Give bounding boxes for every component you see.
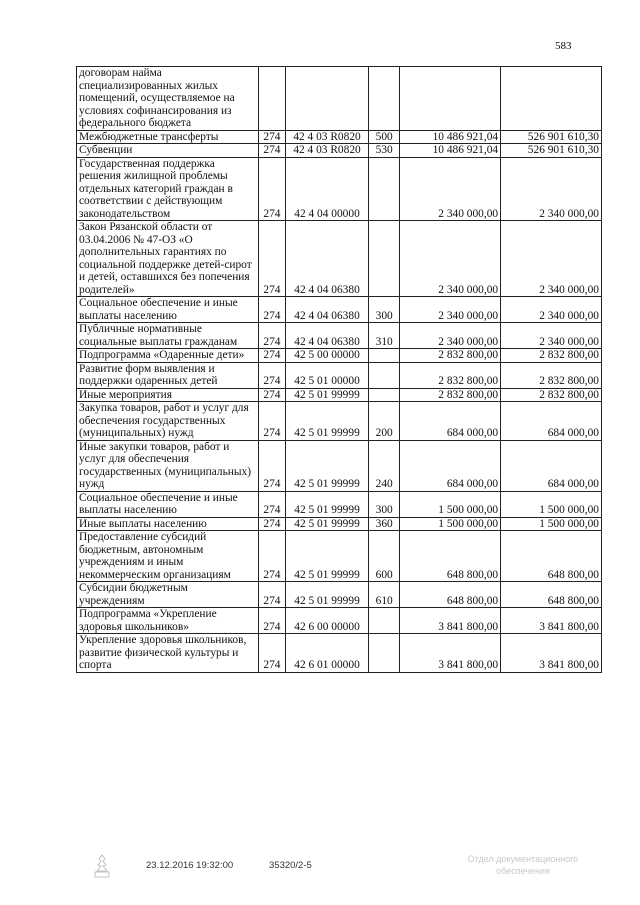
cell-amount1: 648 800,00: [400, 582, 501, 608]
cell-amount1: 648 800,00: [400, 531, 501, 582]
cell-name: Закупка товаров, работ и услуг для обеспечения государственных (муниципальных) нужд: [77, 402, 259, 441]
cell-code: 274: [258, 130, 285, 144]
cell-amount2: 3 841 800,00: [501, 608, 602, 634]
cell-amount1: 10 486 921,04: [400, 144, 501, 158]
cell-amount1: 2 340 000,00: [400, 221, 501, 297]
cell-vr: 530: [369, 144, 400, 158]
registration-stamp: [448, 853, 598, 877]
cell-code: 274: [258, 531, 285, 582]
cell-name: Социальное обеспечение и иные выплаты населению: [77, 491, 259, 517]
cell-amount2: 526 901 610,30: [501, 144, 602, 158]
cell-vr: [369, 362, 400, 388]
page-number: 583: [555, 40, 572, 52]
cell-name: Закон Рязанской области от 03.04.2006 № 47-ОЗ «О дополнительных гарантиях по социальной поддержке детей-сирот и детей, оставшихся без попечения родителей»: [77, 221, 259, 297]
cell-amount2: 2 832 800,00: [501, 362, 602, 388]
table-row: [77, 221, 602, 297]
cell-vr: 610: [369, 582, 400, 608]
stamp-line-1: Отдел документационного: [467, 854, 579, 864]
cell-code: 274: [258, 402, 285, 441]
cell-vr: 200: [369, 402, 400, 441]
cell-vr: [369, 608, 400, 634]
cell-amount2: 684 000,00: [501, 402, 602, 441]
cell-amount1: 2 340 000,00: [400, 157, 501, 221]
cell-name: Субвенции: [77, 144, 259, 158]
cell-amount2: 2 340 000,00: [501, 221, 602, 297]
cell-csr: 42 5 00 00000: [285, 349, 368, 363]
cell-code: 274: [258, 440, 285, 491]
cell-name: Государственная поддержка решения жилищной проблемы отдельных категорий граждан в соответствии с действующим законодательством: [77, 157, 259, 221]
cell-csr: 42 5 01 99999: [285, 440, 368, 491]
table-row: [77, 349, 602, 363]
cell-amount1: 2 340 000,00: [400, 297, 501, 323]
cell-amount1: 2 832 800,00: [400, 349, 501, 363]
cell-code: 274: [258, 517, 285, 531]
budget-table-body: [77, 67, 602, 673]
cell-amount2: 684 000,00: [501, 440, 602, 491]
cell-amount1: 2 832 800,00: [400, 388, 501, 402]
cell-name: Развитие форм выявления и поддержки одаренных детей: [77, 362, 259, 388]
cell-csr: 42 4 03 R0820: [285, 130, 368, 144]
cell-code: 274: [258, 157, 285, 221]
cell-name: Иные мероприятия: [77, 388, 259, 402]
table-row: [77, 582, 602, 608]
cell-vr: [369, 388, 400, 402]
table-row: [77, 440, 602, 491]
cell-name: Укрепление здоровья школьников, развитие физической культуры и спорта: [77, 634, 259, 673]
cell-name: Субсидии бюджетным учреждениям: [77, 582, 259, 608]
cell-amount2: 2 340 000,00: [501, 157, 602, 221]
table-row: [77, 388, 602, 402]
table-row: [77, 362, 602, 388]
cell-vr: 310: [369, 323, 400, 349]
table-row: [77, 491, 602, 517]
cell-csr: 42 6 00 00000: [285, 608, 368, 634]
cell-vr: 600: [369, 531, 400, 582]
cell-code: 274: [258, 634, 285, 673]
cell-vr: 300: [369, 491, 400, 517]
stamp-line-2: обеспечения: [496, 866, 550, 876]
cell-vr: 300: [369, 297, 400, 323]
cell-vr: [369, 349, 400, 363]
cell-amount1: 684 000,00: [400, 440, 501, 491]
cell-vr: 360: [369, 517, 400, 531]
cell-amount1: 2 832 800,00: [400, 362, 501, 388]
cell-code: 274: [258, 297, 285, 323]
cell-code: [258, 67, 285, 131]
cell-code: 274: [258, 362, 285, 388]
table-row: [77, 634, 602, 673]
cell-csr: 42 5 01 99999: [285, 491, 368, 517]
cell-amount2: 2 340 000,00: [501, 323, 602, 349]
cell-amount2: 2 340 000,00: [501, 297, 602, 323]
cell-csr: 42 4 04 06380: [285, 323, 368, 349]
footer-datetime: 23.12.2016 19:32:00: [146, 860, 234, 871]
table-row: [77, 144, 602, 158]
cell-amount2: 1 500 000,00: [501, 517, 602, 531]
cell-name: Иные закупки товаров, работ и услуг для обеспечения государственных (муниципальных) нужд: [77, 440, 259, 491]
coat-of-arms-icon: [92, 853, 112, 879]
cell-name: Иные выплаты населению: [77, 517, 259, 531]
cell-name: Подпрограмма «Укрепление здоровья школьников»: [77, 608, 259, 634]
cell-code: 274: [258, 608, 285, 634]
cell-amount2: 3 841 800,00: [501, 634, 602, 673]
cell-amount1: 684 000,00: [400, 402, 501, 441]
cell-name: Социальное обеспечение и иные выплаты населению: [77, 297, 259, 323]
cell-vr: [369, 157, 400, 221]
cell-name: договорам найма специализированных жилых помещений, осуществляемое на условиях софинансирования из федерального бюджета: [77, 67, 259, 131]
cell-csr: 42 5 01 99999: [285, 402, 368, 441]
cell-amount2: 2 832 800,00: [501, 349, 602, 363]
cell-amount1: 3 841 800,00: [400, 608, 501, 634]
cell-csr: 42 6 01 00000: [285, 634, 368, 673]
cell-csr: 42 5 01 99999: [285, 531, 368, 582]
cell-csr: 42 4 03 R0820: [285, 144, 368, 158]
cell-amount2: 648 800,00: [501, 531, 602, 582]
budget-table: [76, 66, 602, 673]
cell-vr: [369, 67, 400, 131]
cell-vr: 500: [369, 130, 400, 144]
cell-csr: 42 5 01 99999: [285, 582, 368, 608]
cell-code: 274: [258, 323, 285, 349]
cell-amount1: 10 486 921,04: [400, 130, 501, 144]
cell-name: Межбюджетные трансферты: [77, 130, 259, 144]
table-row: [77, 323, 602, 349]
cell-amount1: 1 500 000,00: [400, 517, 501, 531]
cell-vr: [369, 221, 400, 297]
cell-amount2: 648 800,00: [501, 582, 602, 608]
cell-code: 274: [258, 388, 285, 402]
cell-amount1: [400, 67, 501, 131]
cell-name: Публичные нормативные социальные выплаты гражданам: [77, 323, 259, 349]
cell-amount2: 2 832 800,00: [501, 388, 602, 402]
cell-amount2: 1 500 000,00: [501, 491, 602, 517]
cell-csr: 42 5 01 00000: [285, 362, 368, 388]
cell-amount1: 2 340 000,00: [400, 323, 501, 349]
table-row: [77, 531, 602, 582]
table-row: [77, 130, 602, 144]
cell-name: Предоставление субсидий бюджетным, автономным учреждениям и иным некоммерческим организациям: [77, 531, 259, 582]
cell-amount2: 526 901 610,30: [501, 130, 602, 144]
cell-code: 274: [258, 144, 285, 158]
table-row: [77, 157, 602, 221]
cell-code: 274: [258, 349, 285, 363]
cell-code: 274: [258, 491, 285, 517]
footer-doc-number: 35320/2-5: [269, 860, 312, 871]
cell-vr: [369, 634, 400, 673]
table-row: [77, 608, 602, 634]
cell-csr: 42 5 01 99999: [285, 517, 368, 531]
table-row: [77, 297, 602, 323]
cell-amount1: 3 841 800,00: [400, 634, 501, 673]
cell-csr: 42 4 04 00000: [285, 157, 368, 221]
cell-amount1: 1 500 000,00: [400, 491, 501, 517]
cell-amount2: [501, 67, 602, 131]
cell-vr: 240: [369, 440, 400, 491]
cell-code: 274: [258, 582, 285, 608]
cell-csr: 42 4 04 06380: [285, 297, 368, 323]
cell-csr: 42 4 04 06380: [285, 221, 368, 297]
table-row: [77, 517, 602, 531]
cell-csr: [285, 67, 368, 131]
cell-name: Подпрограмма «Одаренные дети»: [77, 349, 259, 363]
table-row: [77, 402, 602, 441]
table-row: [77, 67, 602, 131]
cell-csr: 42 5 01 99999: [285, 388, 368, 402]
cell-code: 274: [258, 221, 285, 297]
